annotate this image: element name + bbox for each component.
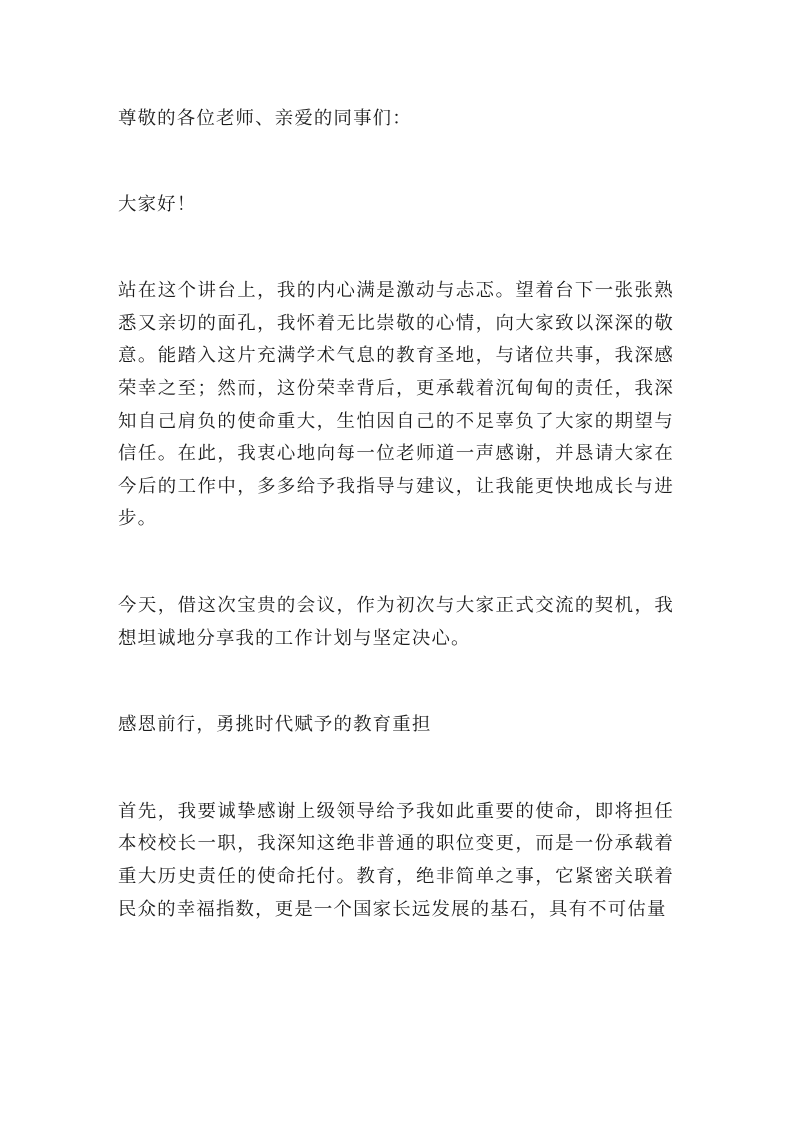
paragraph-plan: 今天，借这次宝贵的会议，作为初次与大家正式交流的契机，我想坦诚地分享我的工作计划与坚定决心。 [118, 594, 674, 649]
paragraph-gratitude: 首先，我要诚挚感谢上级领导给予我如此重要的使命，即将担任本校校长一职，我深知这绝非普通的职位变更，而是一份承载着重大历史责任的使命托付。教育，绝非简单之事，它紧密关联着民众的幸福指数，更是一个国家长远发展的基石，具有不可估量 [118, 800, 674, 920]
document-page [118, 103, 674, 926]
section-heading: 感恩前行，勇挑时代赋予的教育重担 [118, 714, 432, 736]
greeting: 大家好！ [118, 193, 197, 215]
paragraph-intro: 站在这个讲台上，我的内心满是激动与忐忑。望着台下一张张熟悉又亲切的面孔，我怀着无比崇敬的心情，向大家致以深深的敬意。能踏入这片充满学术气息的教育圣地，与诸位共事，我深感荣幸之至；然而，这份荣幸背后，更承载着沉甸甸的责任，我深知自己肩负的使命重大，生怕因自己的不足辜负了大家的期望与信任。在此，我衷心地向每一位老师道一声感谢，并恳请大家在今后的工作中，多多给予我指导与建议，让我能更快地成长与进步。 [118, 280, 674, 530]
salutation: 尊敬的各位老师、亲爱的同事们： [118, 108, 412, 129]
